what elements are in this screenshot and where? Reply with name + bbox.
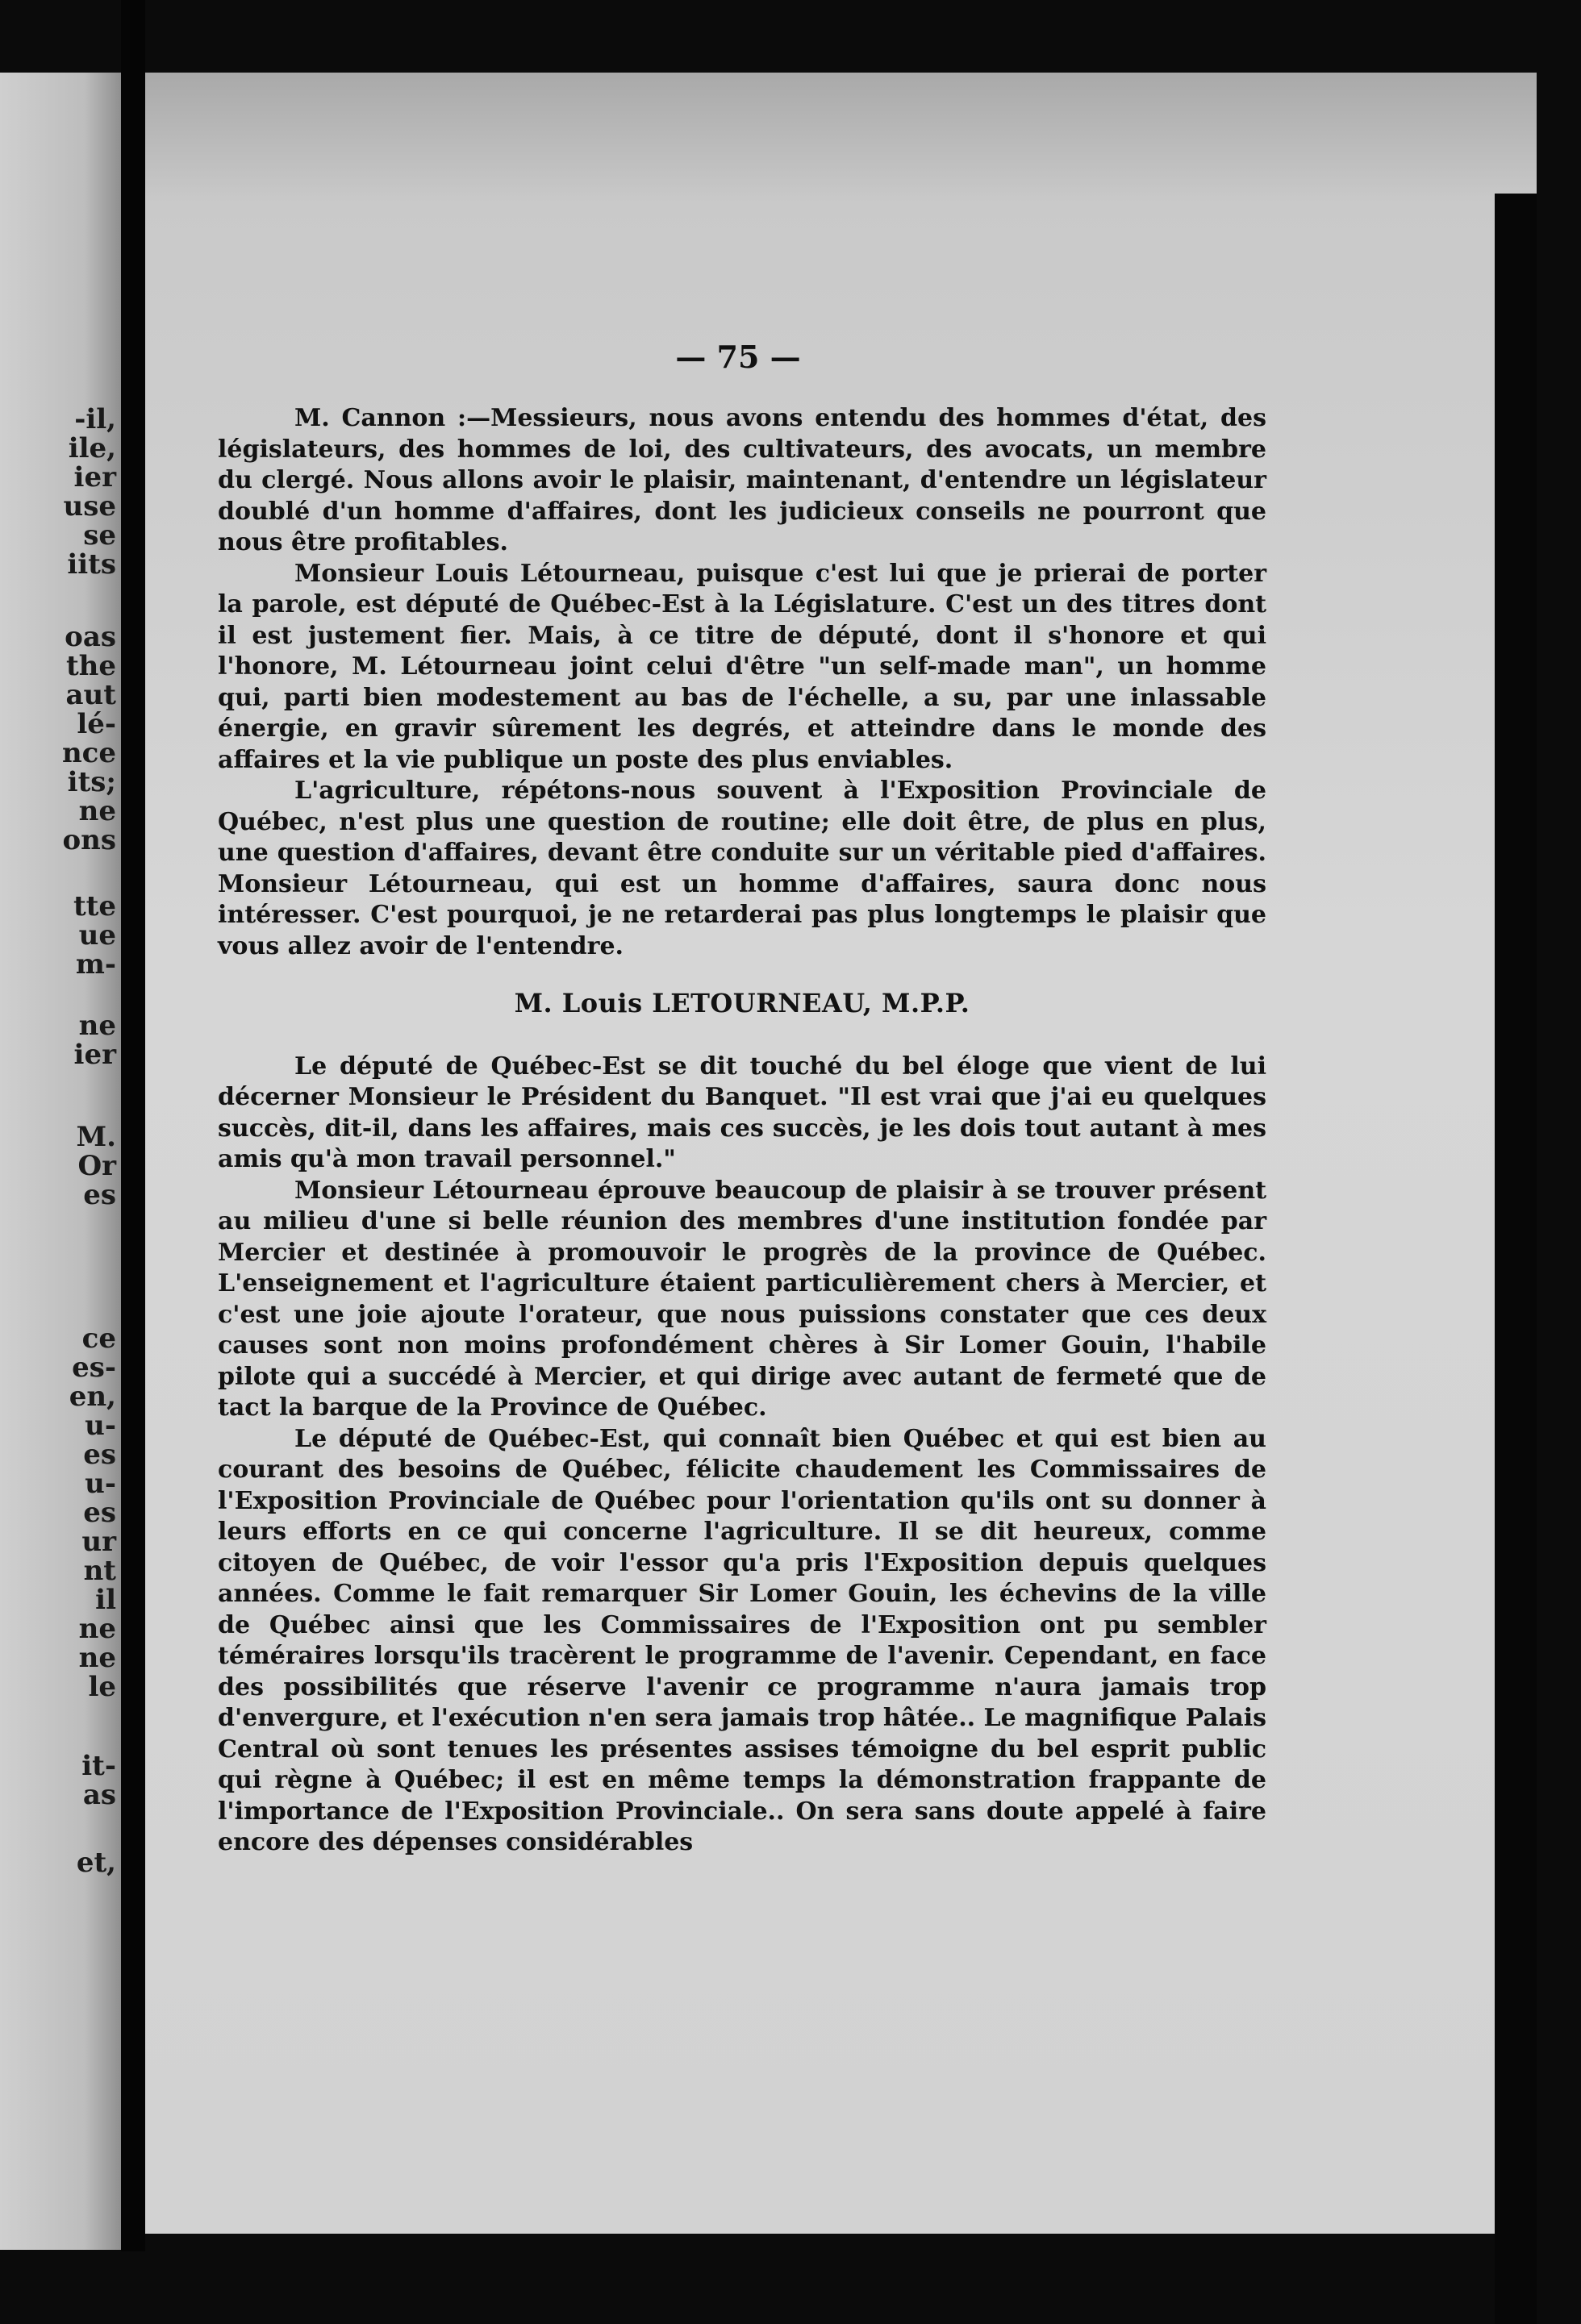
prev-page-fragment: u- — [85, 1410, 116, 1442]
prev-page-fragment: its; — [67, 766, 116, 798]
paragraph: Le député de Québec-Est, qui connaît bien Québec et qui est bien au courant des besoins de Québec, félicite chaudement les Commissaires de l'Exposition Provinciale de Québec pour l'orientation qu'ils ont su donner à leurs efforts en ce qui concerne l'agriculture. Il se dit heureux, comme citoyen de Québec, de voir l'essor qu'a pris l'Exposition depuis quelques années. Comme le fait remarquer Sir Lomer Gouin, les échevins de la ville de Québec ainsi que les Commissaires de l'Exposition ont pu sembler téméraires lorsqu'ils tracèrent le programme de l'avenir. Cependant, en face des possibilités que réserve l'avenir ce programme n'aura jamais trop d'envergure, et l'exécution n'en sera jamais trop hâtée.. Le magnifique Palais Central où sont tenues les présentes assises témoigne du bel esprit public qui règne à Québec; il est en même temps la démonstration frappante de l'importance de l'Exposition Provinciale.. On sera sans doute appelé à faire encore des dépenses considérables — [218, 1424, 1266, 1856]
prev-page-fragment: ne — [78, 1010, 116, 1042]
prev-page-fragment: Or — [77, 1150, 116, 1182]
prev-page-fragment: ne — [78, 1642, 116, 1674]
prev-page-fragment: ons — [62, 824, 116, 856]
prev-page-fragment: ce — [81, 1322, 116, 1355]
paragraph: L'agriculture, répétons-nous souvent à l'Exposition Provinciale de Québec, n'est plus une question de routine; elle doit être, de plus en plus, une question d'affaires, devant être conduite sur un véritable pied d'affaires. Monsieur Létourneau, qui est un homme d'affaires, saura donc nous intéresser. C'est pourquoi, je ne retarderai pas plus longtemps le plaisir que vous allez avoir de l'entendre. — [218, 777, 1266, 960]
prev-page-fragment: ue — [78, 919, 116, 952]
prev-page-fragment: ne — [78, 1613, 116, 1645]
prev-page-fragment: oas — [65, 621, 116, 653]
prev-page-fragment: m- — [75, 948, 116, 981]
prev-page-fragment: nt — [83, 1555, 116, 1587]
prev-page-fragment: -il, — [74, 403, 116, 435]
prev-page-fragment: use — [63, 490, 116, 523]
page-number: — 75 — — [675, 339, 801, 375]
prev-page-fragment: ile, — [68, 432, 116, 464]
page-body — [218, 403, 1266, 1859]
prev-page-fragment: le — [88, 1671, 116, 1703]
paragraph: Le député de Québec-Est se dit touché du bel éloge que vient de lui décerner Monsieur le Président du Banquet. "Il est vrai que j'ai eu quelques succès, dit-il, dans les affaires, mais ces succès, je les dois tout autant à mes amis qu'à mon travail personnel." — [218, 1052, 1266, 1173]
previous-page-strip — [0, 73, 121, 2250]
prev-page-fragment: M. — [76, 1121, 116, 1153]
section-heading: M. Louis LETOURNEAU, M.P.P. — [514, 988, 970, 1018]
prev-page-fragment: es — [83, 1439, 116, 1471]
prev-page-fragment: tte — [73, 890, 116, 923]
prev-page-fragment: il — [95, 1584, 116, 1616]
prev-page-fragment: the — [65, 650, 116, 682]
page-edge-shadow — [1495, 194, 1537, 2324]
prev-page-fragment: iits — [67, 548, 116, 581]
prev-page-fragment: nce — [61, 737, 116, 769]
prev-page-fragment: es — [83, 1179, 116, 1211]
prev-page-fragment: ne — [78, 795, 116, 827]
prev-page-fragment: aut — [65, 679, 116, 711]
prev-page-fragment: ier — [73, 1039, 116, 1071]
prev-page-fragment: lé- — [77, 708, 116, 740]
paragraph: Monsieur Louis Létourneau, puisque c'est lui que je prierai de porter la parole, est député de Québec-Est à la Législature. C'est un des titres dont il est justement fier. Mais, à ce titre de député, dont il s'honore et qui l'honore, M. Létourneau joint celui d'être "un self-made man", un homme qui, parti bien modestement au bas de l'échelle, a su, par une inlassable énergie, en gravir sûrement les degrés, et atteindre dans le monde des affaires et la vie publique un poste des plus enviables. — [218, 559, 1266, 774]
prev-page-fragment: se — [83, 519, 116, 552]
prev-page-fragment: u- — [85, 1468, 116, 1500]
prev-page-fragment: et, — [76, 1847, 116, 1879]
prev-page-fragment: en, — [69, 1381, 116, 1413]
paragraph: Monsieur Létourneau éprouve beaucoup de plaisir à se trouver présent au milieu d'une si belle réunion des membres d'une institution fondée par Mercier et destinée à promouvoir le progrès de la province de Québec. L'enseignement et l'agriculture étaient particulièrement chers à Mercier, et c'est une joie ajoute l'orateur, que nous puissions constater que ces deux causes sont non moins profondément chères à Sir Lomer Gouin, l'habile pilote qui a succédé à Mercier, et qui dirige avec autant de fermeté que de tact la barque de la Province de Québec. — [218, 1176, 1266, 1422]
paragraph: M. Cannon :—Messieurs, nous avons entendu des hommes d'état, des législateurs, des hommes de loi, des cultivateurs, des avocats, un membre du clergé. Nous allons avoir le plaisir, maintenant, d'entendre un législateur doublé d'un homme d'affaires, dont les judicieux conseils ne pourront que nous être profitables. — [218, 404, 1266, 556]
prev-page-fragment: it- — [81, 1750, 116, 1782]
prev-page-fragment: as — [82, 1779, 116, 1811]
prev-page-fragment: ier — [73, 461, 116, 494]
prev-page-fragment: ur — [81, 1526, 116, 1558]
prev-page-fragment: es- — [72, 1352, 116, 1384]
prev-page-fragment: es — [83, 1497, 116, 1529]
book-gutter — [121, 0, 145, 2251]
